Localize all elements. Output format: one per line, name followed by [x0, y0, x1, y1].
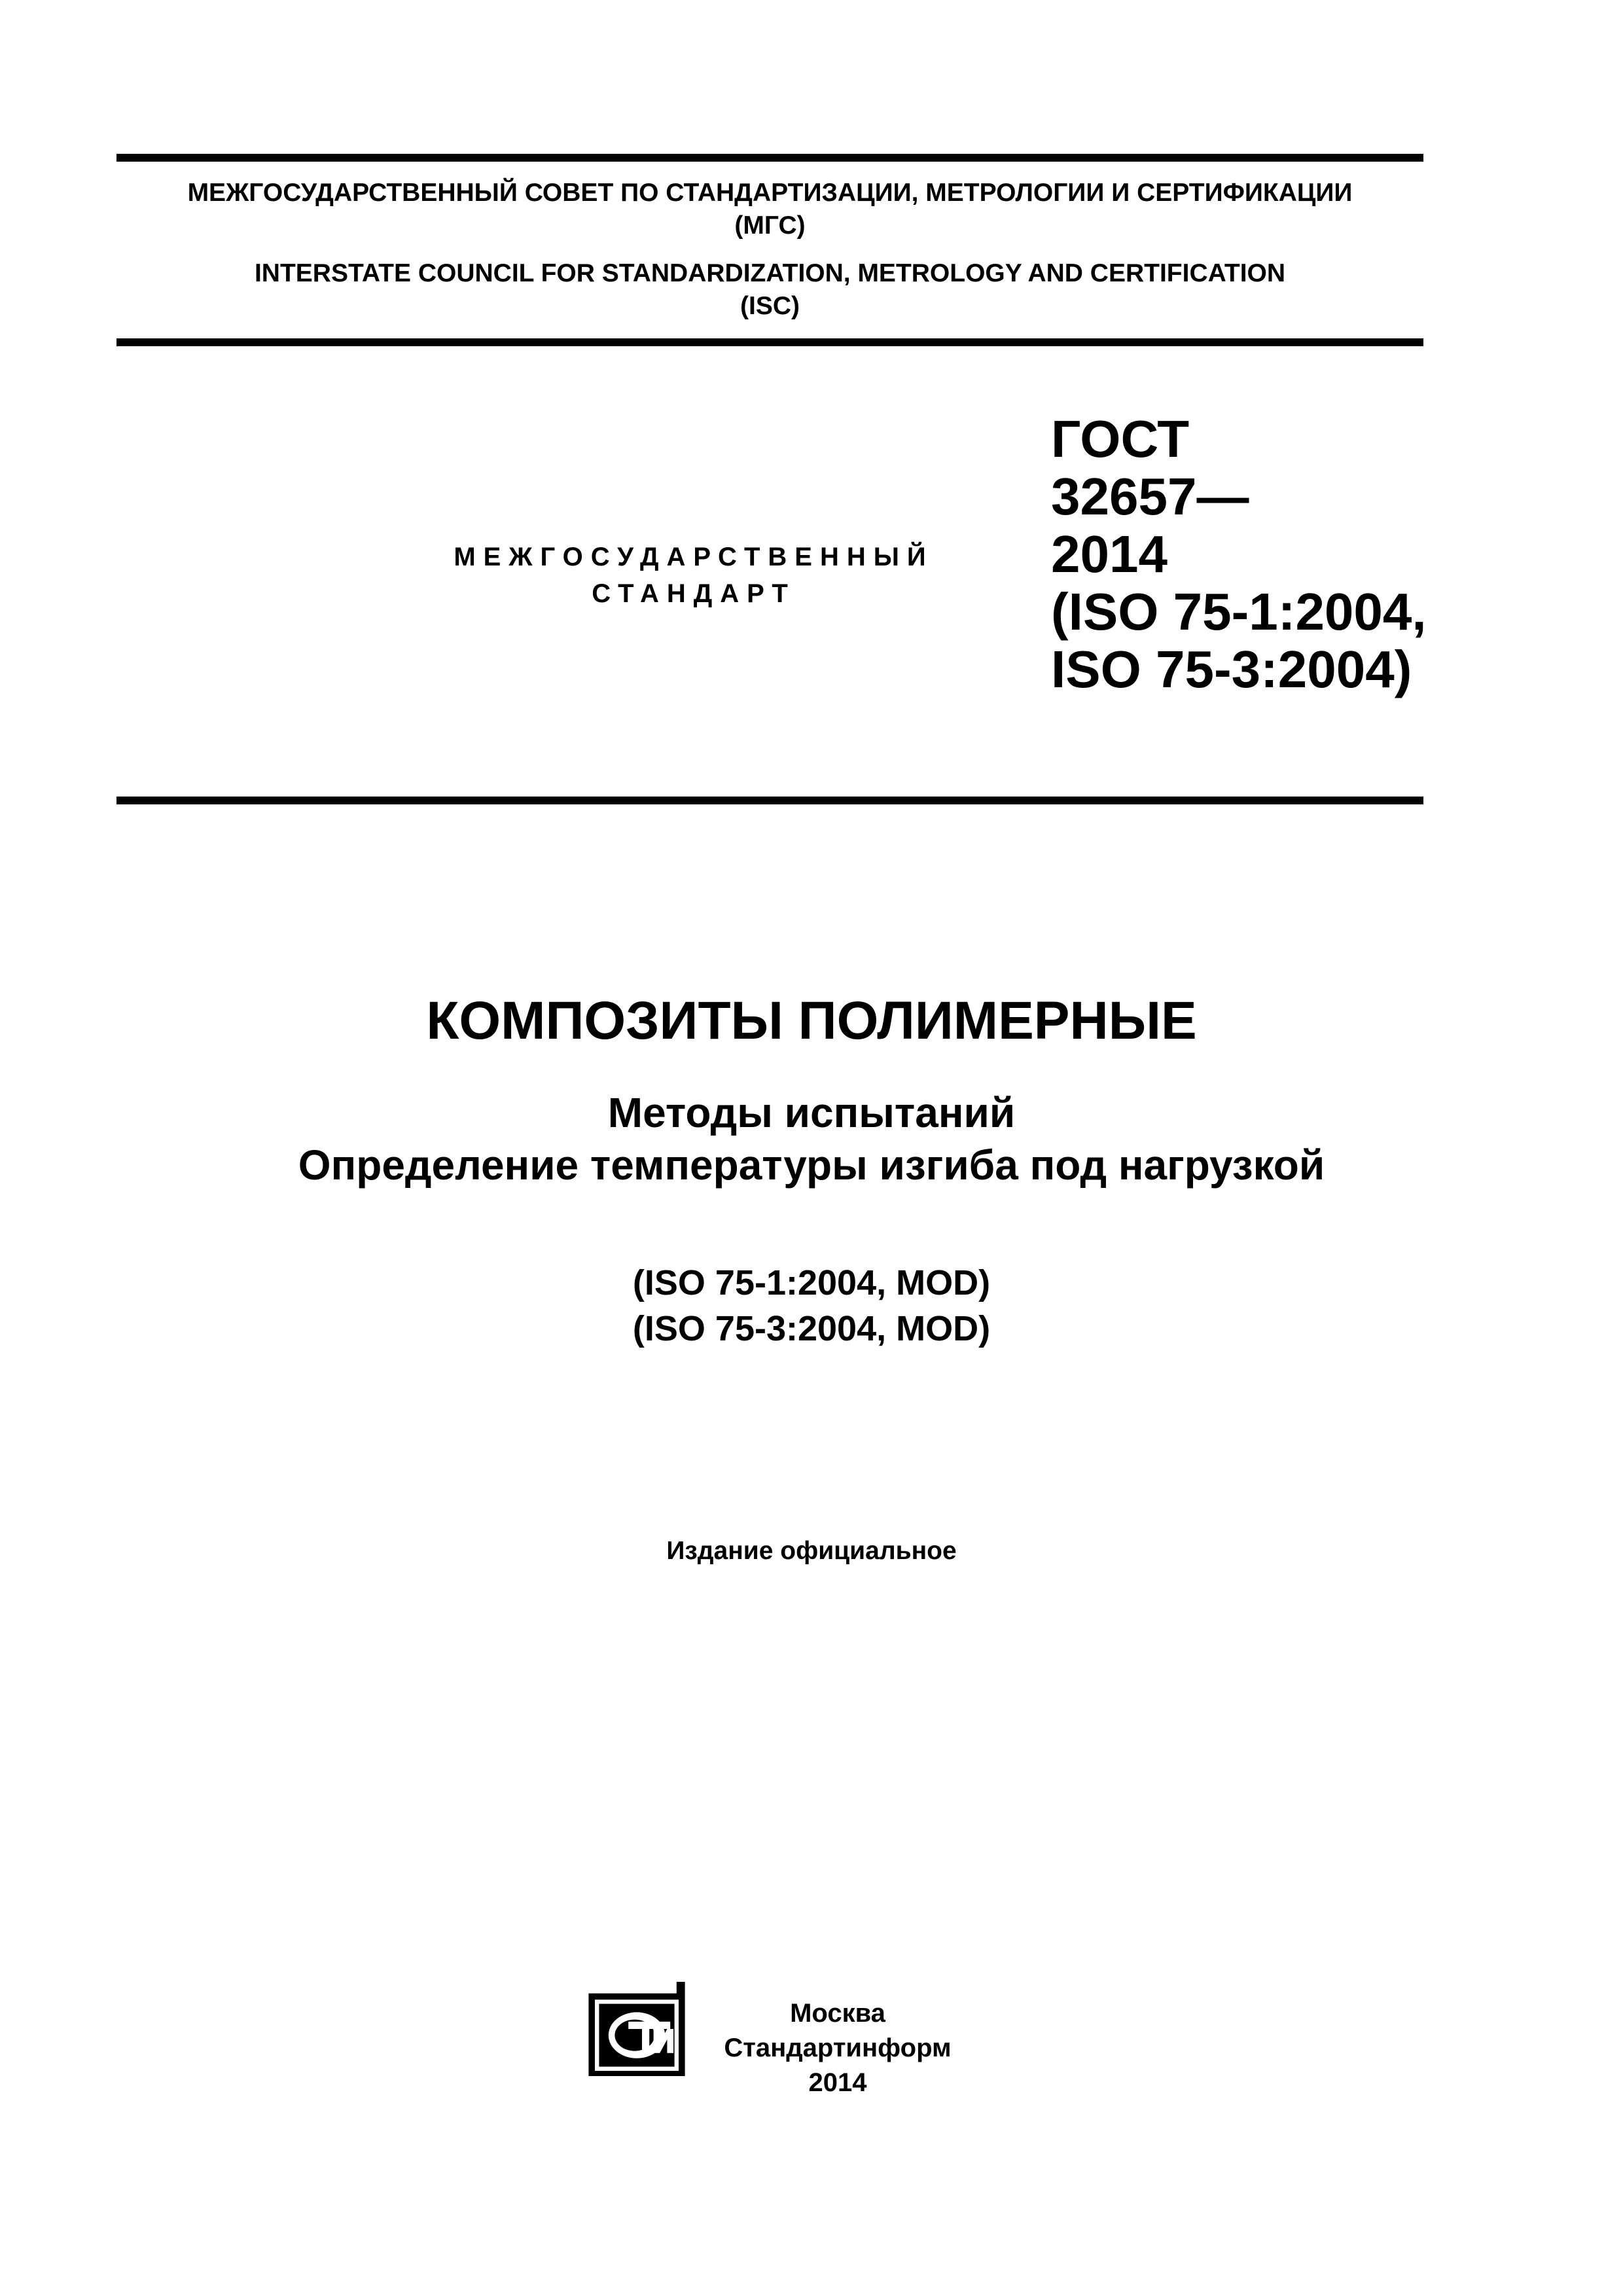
publisher-info [713, 1996, 962, 2100]
publisher-city: Москва [790, 1999, 885, 2028]
top-rule [116, 154, 1423, 162]
gost-iso-ref1: (ISO 75-1:2004, [1051, 583, 1427, 641]
standartinform-logo-icon [584, 1977, 689, 2081]
header-bottom-rule [116, 338, 1423, 346]
council-en-abbrev: (ISC) [740, 292, 800, 320]
iso-ref-2: (ISO 75-3:2004, MOD) [632, 1309, 991, 1348]
council-ru-line1: МЕЖГОСУДАРСТВЕННЫЙ СОВЕТ ПО СТАНДАРТИЗАЦИИ, МЕТРОЛОГИИ И СЕРТИФИКАЦИИ [187, 179, 1353, 207]
standard-type [399, 539, 988, 612]
gost-label: ГОСТ [1051, 410, 1190, 468]
publisher-year: 2014 [808, 2068, 867, 2097]
edition-note: Издание официальное [666, 1537, 957, 1565]
standard-type-line1: МЕЖГОСУДАРСТВЕННЫЙ [454, 543, 934, 571]
subtitle-line1: Методы испытаний [607, 1089, 1016, 1136]
gost-iso-ref2: ISO 75-3:2004) [1051, 640, 1412, 698]
iso-references [0, 1260, 1623, 1352]
subtitle-line2: Определение температуры изгиба под нагрузкой [298, 1141, 1325, 1189]
gost-year: 2014 [1051, 525, 1168, 583]
council-en-line1: INTERSTATE COUNCIL FOR STANDARDIZATION, METROLOGY AND CERTIFICATION [254, 259, 1286, 287]
document-subtitle [0, 1086, 1623, 1191]
gost-number: 32657— [1051, 467, 1249, 526]
standard-type-line2: СТАНДАРТ [592, 579, 796, 608]
council-name-russian [116, 177, 1423, 242]
publisher-name: Стандартинформ [724, 2034, 952, 2062]
council-name-english [116, 257, 1423, 323]
iso-ref-1: (ISO 75-1:2004, MOD) [632, 1263, 991, 1302]
council-ru-abbrev: (МГС) [734, 211, 806, 240]
designation-bottom-rule [116, 797, 1423, 804]
document-title: КОМПОЗИТЫ ПОЛИМЕРНЫЕ [426, 991, 1197, 1050]
gost-designation [1051, 410, 1427, 698]
